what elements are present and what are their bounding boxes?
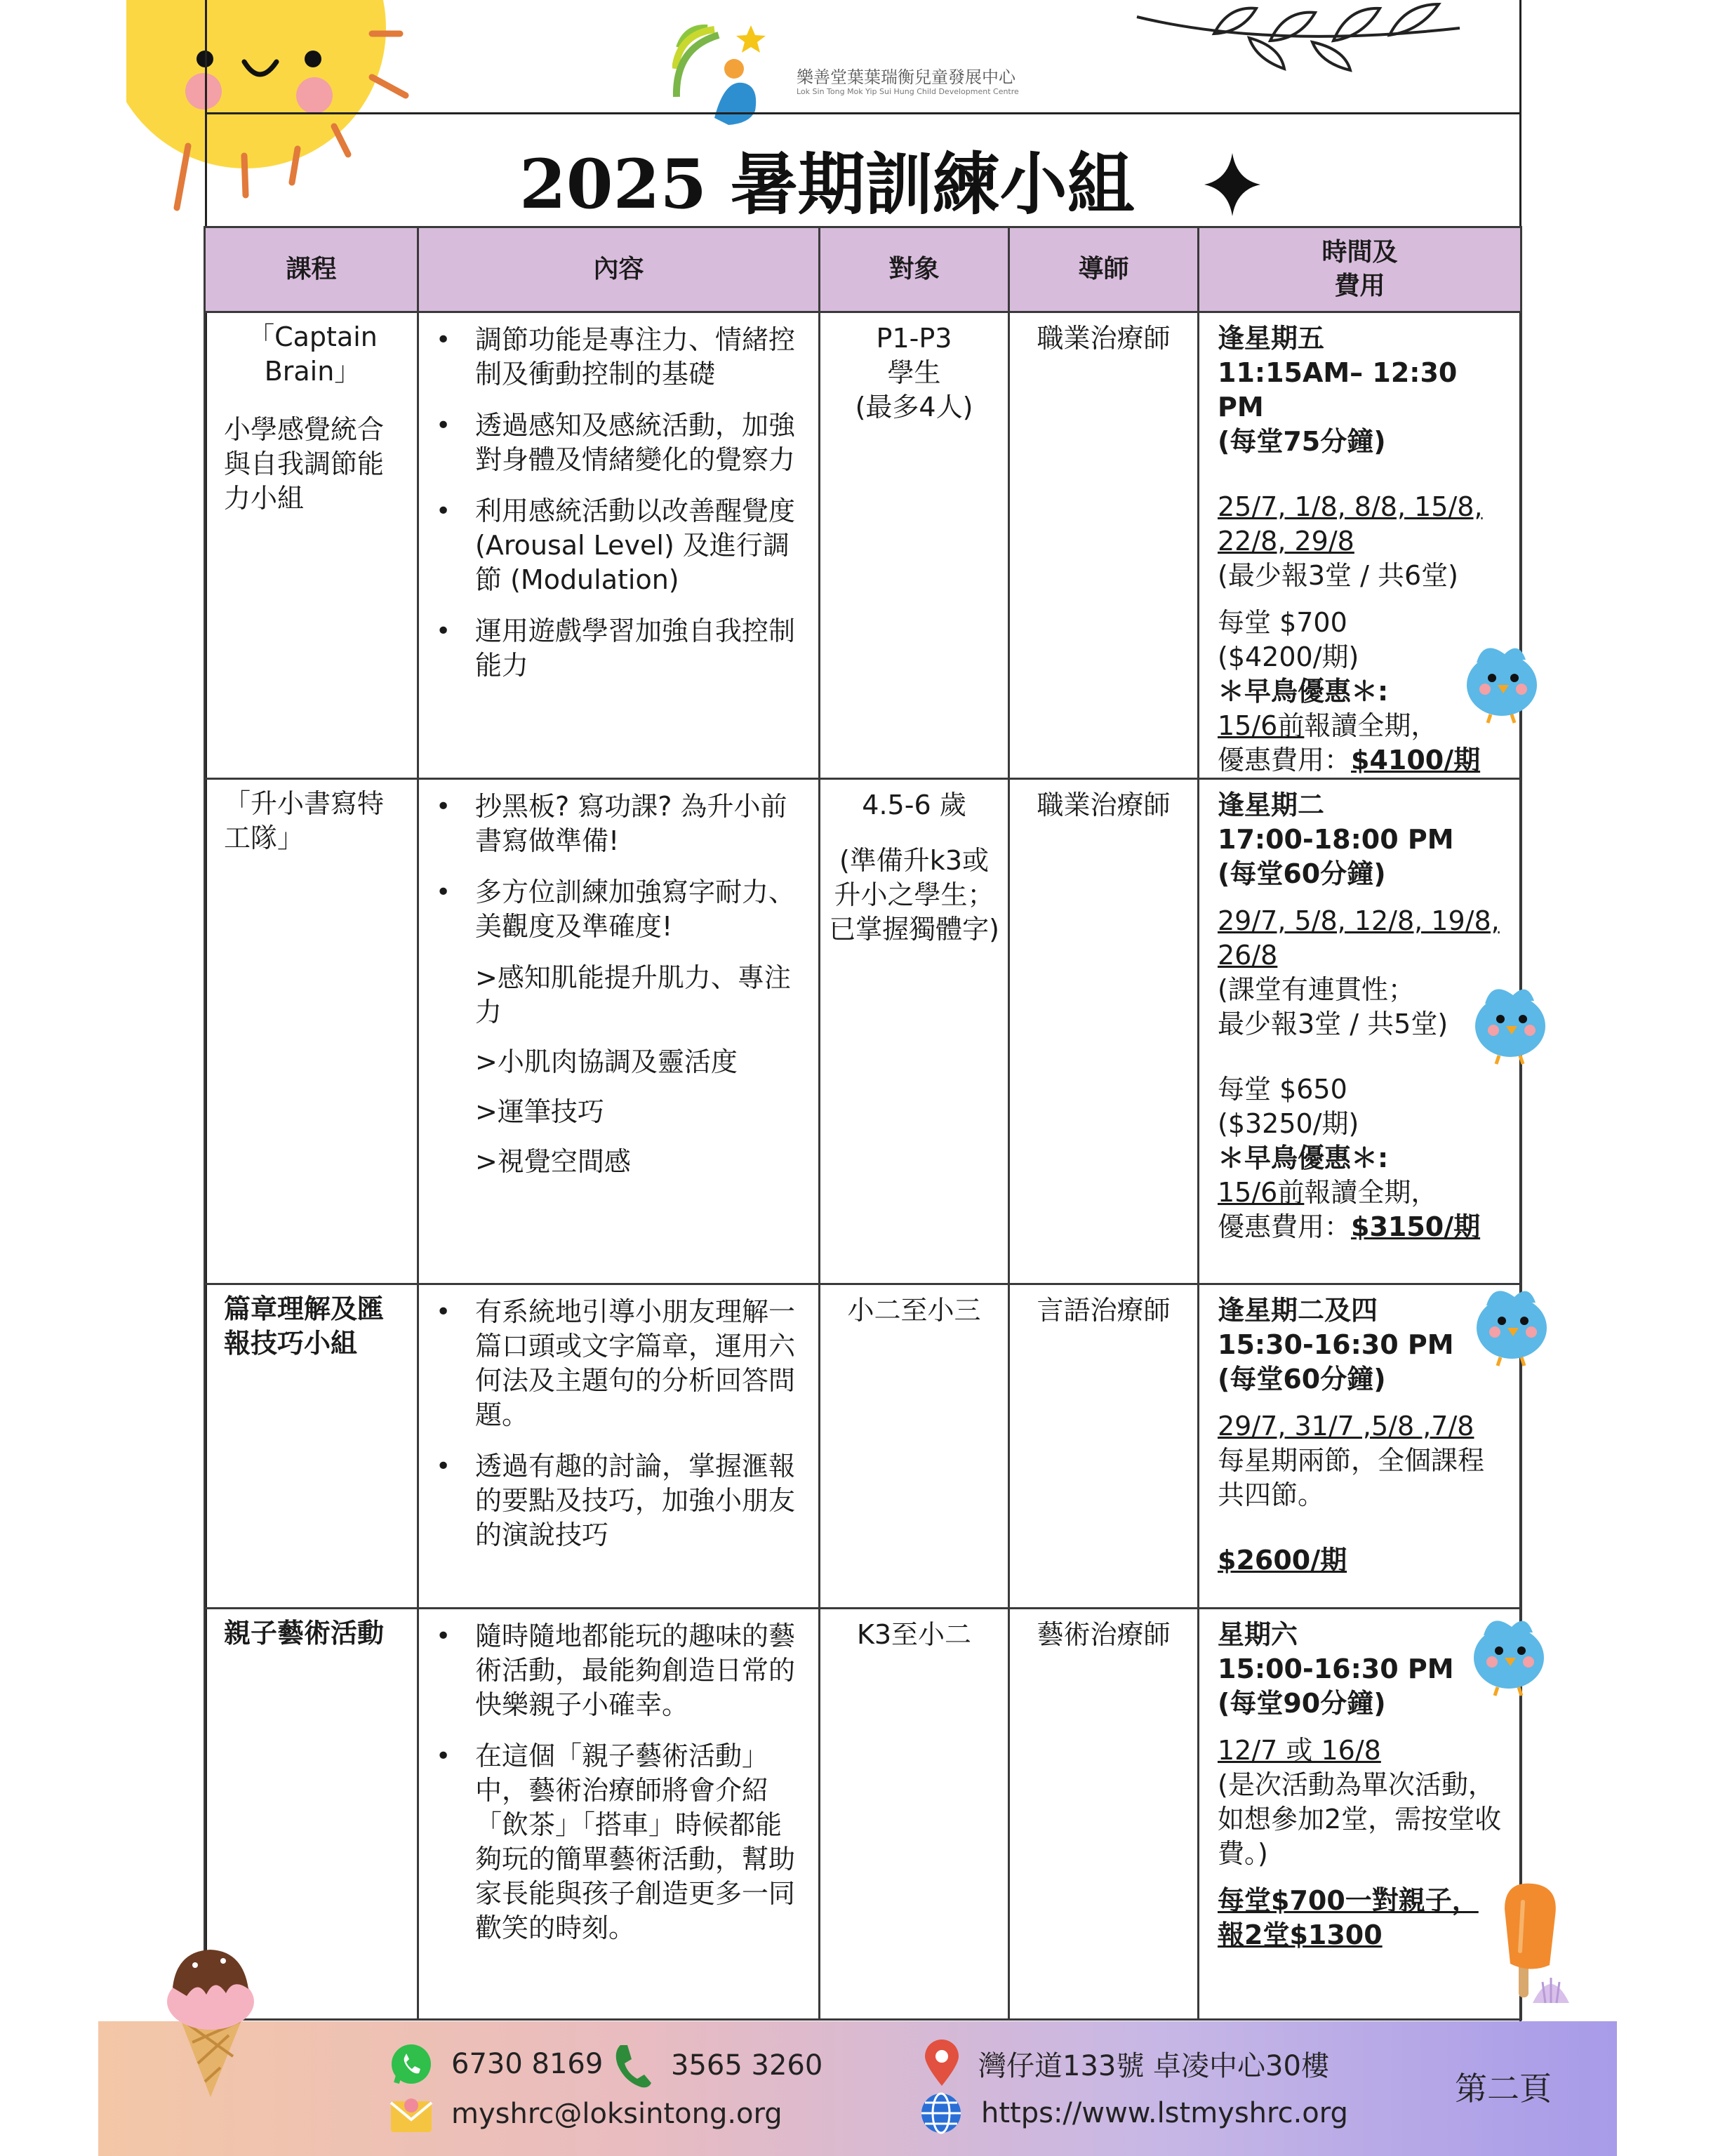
course-name: 篇章理解及匯報技巧小組 <box>224 1293 385 1359</box>
bird-icon <box>1456 634 1547 726</box>
early-bird-label: ＊早鳥優惠＊: <box>1218 676 1389 707</box>
deadline-date: 15/6前 <box>1218 710 1305 741</box>
content-item: • 多方位訓練加強寫字耐力、美觀度及準確度! <box>436 875 799 944</box>
day-text: 逢星期二 <box>1218 790 1325 820</box>
hours-text: 11:15AM– 12:30 PM <box>1218 357 1458 422</box>
content-item: • 抄黑板? 寫功課? 為升小前書寫做準備! <box>436 790 799 858</box>
hours-text: 15:30-16:30 PM <box>1218 1329 1454 1360</box>
email-address: myshrc@loksintong.org <box>451 2098 782 2130</box>
hours-text: 17:00-18:00 PM <box>1218 824 1454 855</box>
discount-line <box>1218 743 1503 778</box>
dates-text: 12/7 或 16/8 <box>1218 1735 1381 1766</box>
email-contact[interactable] <box>389 2094 782 2134</box>
fee-text: 每堂$700一對親子， <box>1218 1885 1479 1916</box>
website-url: https://www.lstmyshrc.org <box>981 2097 1348 2129</box>
whatsapp-contact[interactable] <box>389 2042 603 2086</box>
location-icon <box>924 2039 960 2087</box>
tutor-cell: 職業治療師 <box>1009 312 1199 779</box>
ice-cream-icon <box>156 1937 261 2098</box>
phone-icon <box>613 2042 653 2089</box>
day-text: 逢星期五 <box>1218 323 1325 354</box>
fee-text: 每堂 $700 <box>1218 607 1347 638</box>
content-sub-item: >視覺空間感 <box>475 1146 631 1177</box>
course-name: 「升小書寫特工隊」 <box>224 788 385 853</box>
course-subtitle: 小學感覺統合與自我調節能力小組 <box>224 414 385 514</box>
tutor-cell: 藝術治療師 <box>1009 1609 1199 2020</box>
content-item: • 透過有趣的討論，掌握滙報的要點及技巧，加強小朋友的演說技巧 <box>436 1449 799 1552</box>
content-item: • 透過感知及感統活動，加強對身體及情緒變化的覺察力 <box>436 408 799 477</box>
phone-number: 3565 3260 <box>671 2049 823 2082</box>
header-course: 課程 <box>205 227 418 312</box>
dates-note: (是次活動為單次活動，如想參加2堂，需按堂收費。) <box>1218 1769 1502 1869</box>
target-cell <box>820 1609 1009 2020</box>
table-row <box>205 779 1521 1284</box>
content-sub-item: >運筆技巧 <box>475 1096 604 1127</box>
globe-icon <box>919 2091 963 2135</box>
website-link[interactable] <box>919 2091 1348 2135</box>
fee-text: $2600/期 <box>1218 1545 1347 1576</box>
duration-text: (每堂75分鐘) <box>1218 426 1386 457</box>
table-row <box>205 1284 1521 1609</box>
duration-text: (每堂60分鐘) <box>1218 858 1386 889</box>
content-cell <box>418 1609 820 2020</box>
tutor-cell: 言語治療師 <box>1009 1284 1199 1609</box>
page-title: 2025 暑期訓練小組 <box>519 145 1135 224</box>
bird-icon <box>1464 976 1555 1067</box>
header-target: 對象 <box>820 227 1009 312</box>
org-name-english: Lok Sin Tong Mok Yip Sui Hung Child Development Centre <box>797 87 1019 96</box>
target-line: K3至小二 <box>856 1619 972 1650</box>
branch-icon <box>1130 0 1467 88</box>
content-cell <box>418 1284 820 1609</box>
dates-text: 25/7, 1/8, 8/8, 15/8, 22/8, 29/8 <box>1218 491 1483 557</box>
target-line: (準備升k3或升小之學生；已掌握獨體字) <box>829 845 999 945</box>
deadline-text: 報讀全期， <box>1304 710 1438 741</box>
course-cell <box>205 312 418 779</box>
hours-text: 15:00-16:30 PM <box>1218 1653 1454 1684</box>
dates-note: (課堂有連貫性； <box>1218 974 1415 1005</box>
dates-note: (最少報3堂 / 共6堂) <box>1218 560 1458 591</box>
header-time-line: 時間及 <box>1321 238 1398 267</box>
discount-line <box>1218 1210 1503 1244</box>
content-cell <box>418 312 820 779</box>
fee-text: 每堂 $650 <box>1218 1074 1347 1105</box>
deadline-text: 報讀全期， <box>1304 1177 1438 1208</box>
day-text: 逢星期二及四 <box>1218 1295 1378 1326</box>
deadline-date: 15/6前 <box>1218 1177 1305 1208</box>
fee-total: ($3250/期) <box>1218 1108 1359 1139</box>
address-info <box>924 2039 1329 2087</box>
table-row <box>205 312 1521 779</box>
tutor-cell: 職業治療師 <box>1009 779 1199 1284</box>
content-item: • 調節功能是專注力、情緒控制及衝動控制的基礎 <box>436 323 799 392</box>
star-icon <box>1204 153 1260 216</box>
table-row <box>205 1609 1521 2020</box>
content-cell <box>418 779 820 1284</box>
header-fee-line: 費用 <box>1334 272 1385 300</box>
target-line: 4.5-6 歲 <box>862 790 966 820</box>
content-sub-item: >小肌肉協調及靈活度 <box>475 1046 738 1077</box>
shell-icon <box>1530 1972 1572 2007</box>
discount-label: 優惠費用： <box>1218 745 1352 776</box>
frame-top-border <box>205 112 1521 114</box>
schedule-table <box>204 226 1522 2021</box>
target-line: 學生 <box>887 357 941 388</box>
deadline-line <box>1218 1176 1503 1210</box>
header-time-fee <box>1199 227 1521 312</box>
content-item: • 在這個「親子藝術活動」中，藝術治療師將會介紹「飲茶」「搭車」時候都能夠玩的簡單藝術活動，幫助家長能與孩子創造更多一同歡笑的時刻。 <box>436 1739 799 1945</box>
discount-price: $4100/期 <box>1351 745 1481 776</box>
fee-text: 報2堂$1300 <box>1218 1919 1383 1950</box>
early-bird-label: ＊早鳥優惠＊: <box>1218 1143 1389 1173</box>
dates-note: 最少報3堂 / 共5堂) <box>1218 1009 1448 1039</box>
duration-text: (每堂90分鐘) <box>1218 1688 1386 1719</box>
target-line: 小二至小三 <box>847 1295 981 1326</box>
logo-icon <box>672 20 771 132</box>
whatsapp-number: 6730 8169 <box>451 2048 604 2080</box>
address-text: 灣仔道133號 卓凌中心30樓 <box>978 2049 1329 2082</box>
dates-note: 每星期兩節，全個課程共四節。 <box>1218 1445 1485 1510</box>
fee-total: ($4200/期) <box>1218 641 1359 672</box>
header-content: 內容 <box>418 227 820 312</box>
course-name: 「Captain Brain」 <box>248 321 378 387</box>
target-line: (最多4人) <box>855 392 973 422</box>
target-cell <box>820 1284 1009 1609</box>
target-cell <box>820 312 1009 779</box>
content-item: • 有系統地引導小朋友理解一篇口頭或文字篇章，運用六何法及主題句的分析回答問題。 <box>436 1295 799 1432</box>
content-item: • 運用遊戲學習加強自我控制能力 <box>436 614 799 683</box>
course-cell <box>205 1284 418 1609</box>
email-icon <box>389 2094 433 2134</box>
discount-price: $3150/期 <box>1351 1211 1481 1242</box>
course-name: 親子藝術活動 <box>224 1618 385 1649</box>
content-item: • 隨時隨地都能玩的趣味的藝術活動，最能夠創造日常的快樂親子小確幸。 <box>436 1619 799 1722</box>
whatsapp-icon <box>389 2042 433 2086</box>
target-line: P1-P3 <box>876 323 952 354</box>
bird-icon <box>1465 1277 1557 1369</box>
content-sub-item: >感知肌能提升肌力、專注力 <box>475 962 791 1027</box>
page-number: 第二頁 <box>1455 2070 1552 2108</box>
target-cell <box>820 779 1009 1284</box>
header-tutor: 導師 <box>1009 227 1199 312</box>
duration-text: (每堂60分鐘) <box>1218 1364 1386 1395</box>
course-cell <box>205 779 418 1284</box>
dates-text: 29/7, 31/7 ,5/8 ,7/8 <box>1218 1411 1474 1442</box>
footer-bar <box>98 2021 1617 2156</box>
org-name: 樂善堂葉葉瑞衡兒童發展中心 <box>797 67 1015 87</box>
dates-text: 29/7, 5/8, 12/8, 19/8, 26/8 <box>1218 905 1500 971</box>
bird-icon <box>1463 1607 1554 1698</box>
day-text: 星期六 <box>1218 1619 1298 1650</box>
phone-contact[interactable] <box>613 2042 822 2089</box>
table-header-row <box>205 227 1521 312</box>
content-item: • 利用感統活動以改善醒覺度(Arousal Level) 及進行調節 (Modulation) <box>436 494 799 597</box>
discount-label: 優惠費用： <box>1218 1211 1352 1242</box>
